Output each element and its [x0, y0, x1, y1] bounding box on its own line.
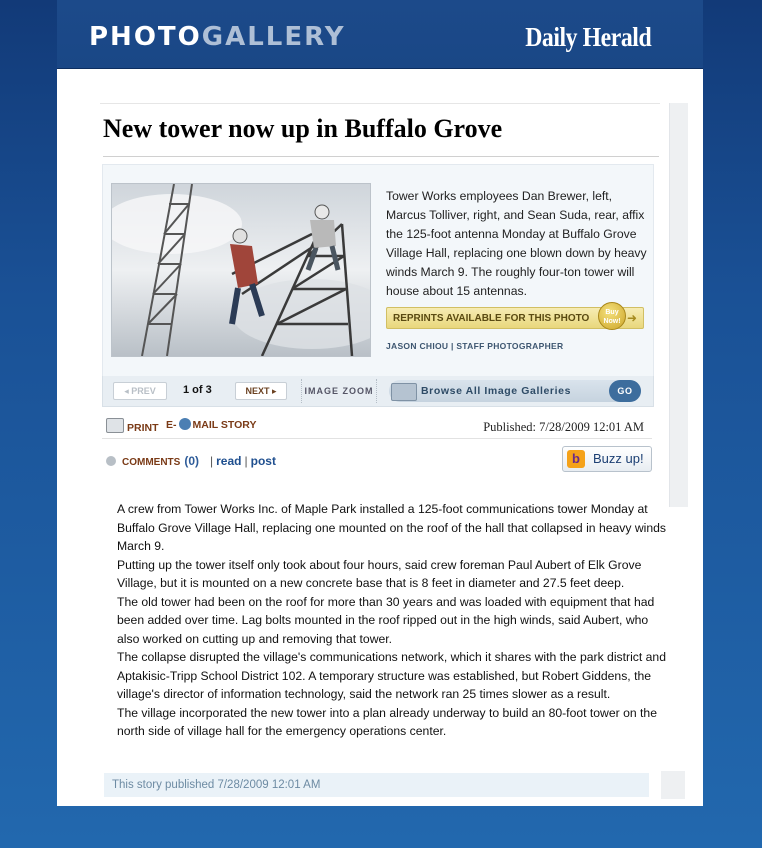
go-button[interactable]: GO — [609, 380, 641, 402]
logo-photo: PHOTO — [89, 22, 202, 52]
tower-photo[interactable] — [111, 183, 371, 357]
photo-box — [102, 164, 654, 378]
story-tools — [102, 416, 652, 439]
printer-icon — [106, 418, 124, 433]
buzz-up-button[interactable] — [562, 446, 652, 472]
browse-label: Browse All Image Galleries — [421, 385, 572, 397]
gallery-navbar — [102, 376, 654, 407]
story-footer: This story published 7/28/2009 12:01 AM — [104, 773, 649, 797]
print-button[interactable] — [106, 418, 159, 434]
gallery-panel — [100, 103, 660, 484]
buy-now-badge[interactable]: Buy Now! — [598, 302, 626, 330]
image-zoom-button[interactable]: IMAGE ZOOM — [301, 379, 377, 403]
folder-icon — [391, 383, 417, 401]
scrollbar-track[interactable] — [669, 103, 688, 507]
reprints-label: REPRINTS AVAILABLE FOR THIS PHOTO — [393, 313, 590, 324]
arrow-right-icon: ➜ — [627, 311, 638, 325]
tower-photo-image — [112, 184, 370, 356]
buzz-label: Buzz up! — [593, 451, 644, 466]
photo-credit: JASON CHIOU | STAFF PHOTOGRAPHER — [386, 341, 564, 351]
page-title: New tower now up in Buffalo Grove — [103, 114, 659, 157]
story-paragraph: The old tower had been on the roof for more than 30 years and was loaded with equipment that had been added over time. Lag bolts mounted in the roof ripped out in the high winds, said Aubert, who also worked on cutting up and removing that tower. — [117, 594, 655, 646]
photo-caption: Tower Works employees Dan Brewer, left, Marcus Tolliver, right, and Sean Suda, rear, affix the 125-foot antenna Monday at Buffalo Grove Village Hall, replacing one blown down by heavy winds March 9. The roughly four-ton tower will house about 15 antennas. — [386, 189, 647, 298]
prev-button[interactable]: ◂ PREV — [113, 382, 167, 400]
comments-row — [102, 446, 652, 476]
scrollbar-track-lower[interactable] — [661, 771, 685, 799]
email-icon — [179, 418, 191, 430]
story-paragraph: The village incorporated the new tower into a plan already underway to build an 80-foot tower on the north side of village hall for the emergency operations center. — [117, 705, 657, 738]
separator: | — [210, 454, 214, 468]
photo-gallery-logo[interactable] — [89, 22, 346, 52]
separator: | — [244, 454, 248, 468]
pager-count: 1 of 3 — [183, 384, 212, 396]
published-date: Published: 7/28/2009 12:01 AM — [483, 420, 644, 434]
print-label: PRINT — [127, 422, 159, 434]
read-comments-link[interactable]: read — [216, 454, 242, 468]
email-label-b: MAIL STORY — [192, 419, 257, 431]
comments-links — [106, 454, 276, 468]
story-paragraph: A crew from Tower Works Inc. of Maple Park installed a 125-foot communications tower Monday at Buffalo Grove Village Hall, replacing one mounted on the roof of the hall that collapsed in heavy winds March 9. — [117, 502, 667, 553]
next-button[interactable]: NEXT ▸ — [235, 382, 287, 400]
story-paragraph: The collapse disrupted the village's communications network, which it shares with the park district and Aptakisic-Tripp School District 102. A temporary structure was established, but Robert Giddens, the village's director of information technology, said the network ran 25 times slower as a result. — [117, 650, 666, 701]
browse-galleries-button[interactable] — [389, 380, 641, 402]
site-banner — [57, 0, 703, 69]
story-body — [117, 500, 669, 741]
logo-gallery: GALLERY — [201, 22, 346, 52]
post-comment-link[interactable]: post — [250, 454, 276, 468]
comments-label[interactable]: COMMENTS — [122, 457, 181, 468]
comment-bubble-icon — [106, 456, 116, 466]
page-frame — [57, 0, 703, 806]
comments-count[interactable]: (0) — [184, 454, 200, 468]
email-label-a: E- — [166, 419, 177, 431]
yahoo-buzz-icon: b — [567, 450, 585, 468]
email-story-button[interactable] — [166, 418, 256, 431]
reprints-button[interactable] — [386, 307, 644, 329]
daily-herald-logo[interactable]: Daily Herald — [524, 22, 651, 52]
story-paragraph: Putting up the tower itself only took about four hours, said crew foreman Paul Aubert of Elk Grove Village, but it is mounted on a new concrete base that is 8 feet in diameter and 27.5 feet deep. — [117, 557, 642, 590]
